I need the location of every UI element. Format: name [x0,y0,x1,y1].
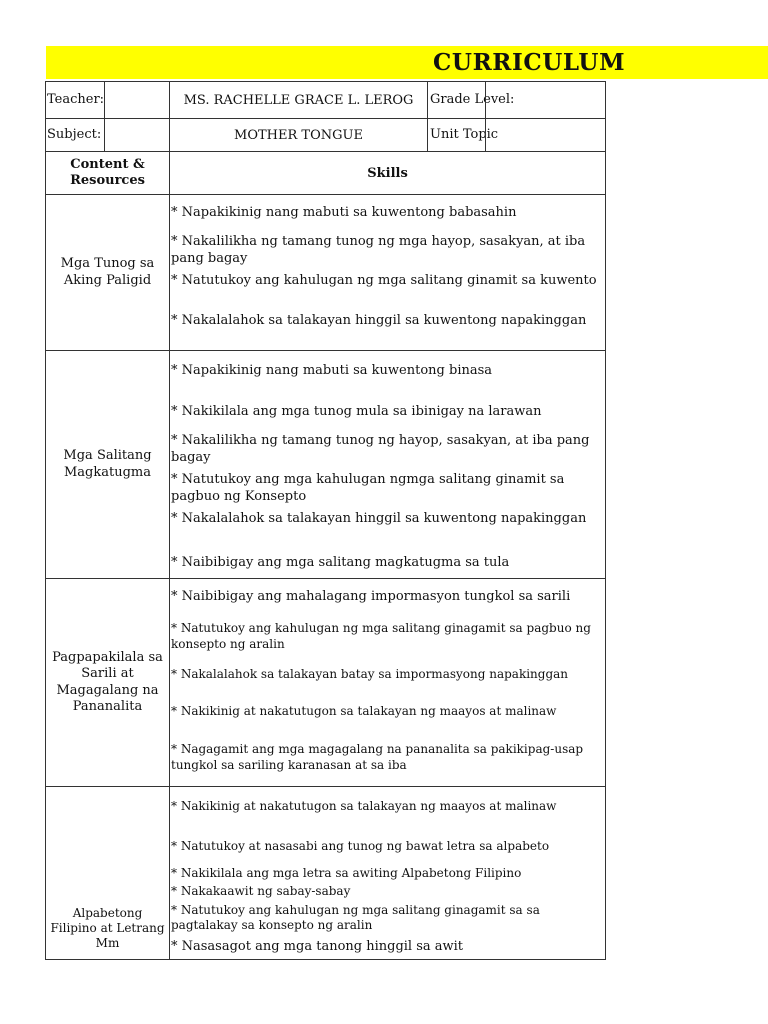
skill-item: * Natutukoy ang kahulugan ng mga salitang ginamit sa kuwento [171,273,597,288]
skill-item: * Nakalalahok sa talakayan hinggil sa kuwentong napakinggan [171,313,587,328]
unit-topic-label: Unit Topic [430,127,499,142]
skill-item: * Nakalalahok sa talakayan batay sa impormasyong napakinggan [171,667,569,681]
skills-cell[interactable] [170,579,606,787]
skills-header-text: Skills [367,165,408,181]
skill-item: * Naibibigay ang mga salitang magkatugma sa tula [171,555,510,570]
skill-item: * Nakalalahok sa talakayan hinggil sa kuwentong napakinggan [171,511,587,526]
skill-item: * Nagagamit ang mga magagalang na pananalita sa pakikipag-usap tungkol sa sariling karanasan at sa iba [171,742,584,772]
content-cell[interactable] [46,579,170,787]
cell-divider [104,82,105,118]
curriculum-table [45,81,606,960]
skill-item: * Nakikilala ang mga letra sa awiting Alpabetong Filipino [171,866,522,880]
skill-item: * Nakikinig at nakatutugon sa talakayan ng maayos at malinaw [171,799,557,813]
skill-item: * Napakikinig nang mabuti sa kuwentong binasa [171,363,493,378]
title-banner [46,46,768,79]
subject-name: MOTHER TONGUE [234,127,363,143]
cell-divider [485,119,486,151]
skills-cell[interactable] [170,195,606,351]
table-row [46,351,606,579]
content-column-header [46,152,170,195]
content-title: Alpabetong Filipino at Letrang Mm [50,906,165,950]
column-header-row [46,152,606,195]
skill-item: * Nakikinig at nakatutugon sa talakayan ng maayos at malinaw [171,704,557,718]
skill-item: * Natutukoy at nasasabi ang tunog ng bawat letra sa alpabeto [171,839,550,853]
cell-divider [485,82,486,118]
unit-topic-cell[interactable] [428,119,606,152]
skill-item: * Napakikinig nang mabuti sa kuwentong babasahin [171,205,517,220]
subject-label-cell[interactable] [46,119,170,152]
subject-label: Subject: [47,127,102,142]
skills-column-header [170,152,606,195]
skill-item: * Natutukoy ang kahulugan ng mga salitang ginagamit sa pagbuo ng konsepto ng aralin [171,621,591,651]
page-title: CURRICULUM [433,49,626,76]
teacher-label: Teacher: [47,92,105,107]
cell-divider [104,119,105,151]
content-title: Pagpapakilala sa Sarili at Magagalang na Pananalita [52,650,163,714]
table-row [46,579,606,787]
teacher-row [46,82,606,119]
table-row [46,195,606,351]
teacher-name: MS. RACHELLE GRACE L. LEROG [183,92,414,108]
skill-item: * Nasasagot ang mga tanong hinggil sa awit [171,939,464,954]
skill-item: * Nakakaawit ng sabay-sabay [171,884,351,898]
skills-cell[interactable] [170,787,606,960]
skill-item: * Natutukoy ang kahulugan ng mga salitang ginagamit sa sa pagtalakay sa konsepto ng aralin [171,903,540,932]
skill-item: * Natutukoy ang mga kahulugan ngmga salitang ginamit sa pagbuo ng Konsepto [171,472,565,504]
skill-item: * Nakalilikha ng tamang tunog ng hayop, sasakyan, at iba pang bagay [171,433,590,465]
skill-item: * Naibibigay ang mahalagang impormasyon tungkol sa sarili [171,589,571,604]
content-cell[interactable] [46,351,170,579]
content-cell[interactable] [46,787,170,960]
skill-item: * Nakikilala ang mga tunog mula sa ibinigay na larawan [171,404,542,419]
content-title: Mga Tunog sa Aking Paligid [60,256,155,288]
grade-level-label: Grade Level: [430,92,515,107]
subject-row [46,119,606,152]
skill-item: * Nakalilikha ng tamang tunog ng mga hayop, sasakyan, at iba pang bagay [171,234,586,266]
content-cell[interactable] [46,195,170,351]
content-header-text: Content & Resources [70,157,145,188]
teacher-value-cell[interactable] [170,82,428,119]
grade-level-cell[interactable] [428,82,606,119]
teacher-label-cell[interactable] [46,82,170,119]
skills-cell[interactable] [170,351,606,579]
subject-value-cell[interactable] [170,119,428,152]
table-row [46,787,606,960]
content-title: Mga Salitang Magkatugma [63,448,152,480]
